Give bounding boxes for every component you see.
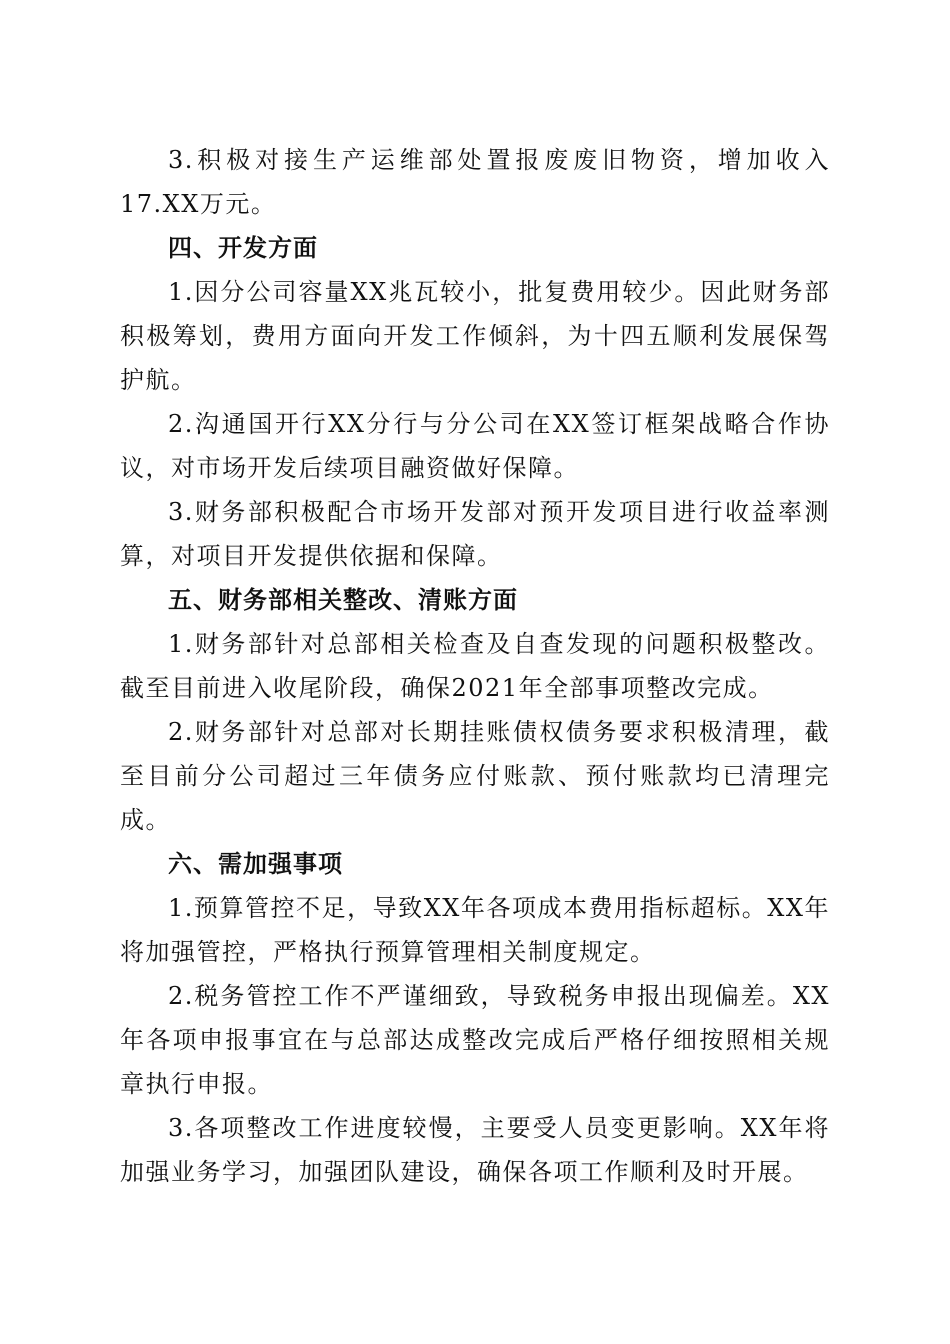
heading-improvements: 六、需加强事项: [168, 850, 343, 878]
paragraph-development-1: 1.因分公司容量XX兆瓦较小，批复费用较少。因此财务部积极筹划，费用方面向开发工作倾斜，为十四五顺利发展保驾护航。: [120, 278, 830, 394]
heading-rectification: 五、财务部相关整改、清账方面: [168, 586, 518, 614]
paragraph-asset-disposal: 3.积极对接生产运维部处置报废废旧物资，增加收入17.XX万元。: [120, 146, 830, 218]
paragraph-improvement-2: 2.税务管控工作不严谨细致，导致税务申报出现偏差。XX年各项申报事宜在与总部达成整改完成后严格仔细按照相关规章执行申报。: [120, 982, 830, 1098]
paragraph-improvement-3: 3.各项整改工作进度较慢，主要受人员变更影响。XX年将加强业务学习，加强团队建设，确保各项工作顺利及时开展。: [120, 1114, 830, 1186]
paragraph-development-3: 3.财务部积极配合市场开发部对预开发项目进行收益率测算，对项目开发提供依据和保障。: [120, 498, 830, 570]
paragraph-improvement-1: 1.预算管控不足，导致XX年各项成本费用指标超标。XX年将加强管控，严格执行预算管理相关制度规定。: [120, 894, 830, 966]
heading-development: 四、开发方面: [168, 234, 318, 262]
paragraph-rectification-2: 2.财务部针对总部对长期挂账债权债务要求积极清理，截至目前分公司超过三年债务应付账款、预付账款均已清理完成。: [120, 718, 830, 834]
document-page: [120, 138, 830, 1194]
paragraph-rectification-1: 1.财务部针对总部相关检查及自查发现的问题积极整改。截至目前进入收尾阶段，确保2021年全部事项整改完成。: [120, 630, 830, 702]
paragraph-development-2: 2.沟通国开行XX分行与分公司在XX签订框架战略合作协议，对市场开发后续项目融资做好保障。: [120, 410, 830, 482]
